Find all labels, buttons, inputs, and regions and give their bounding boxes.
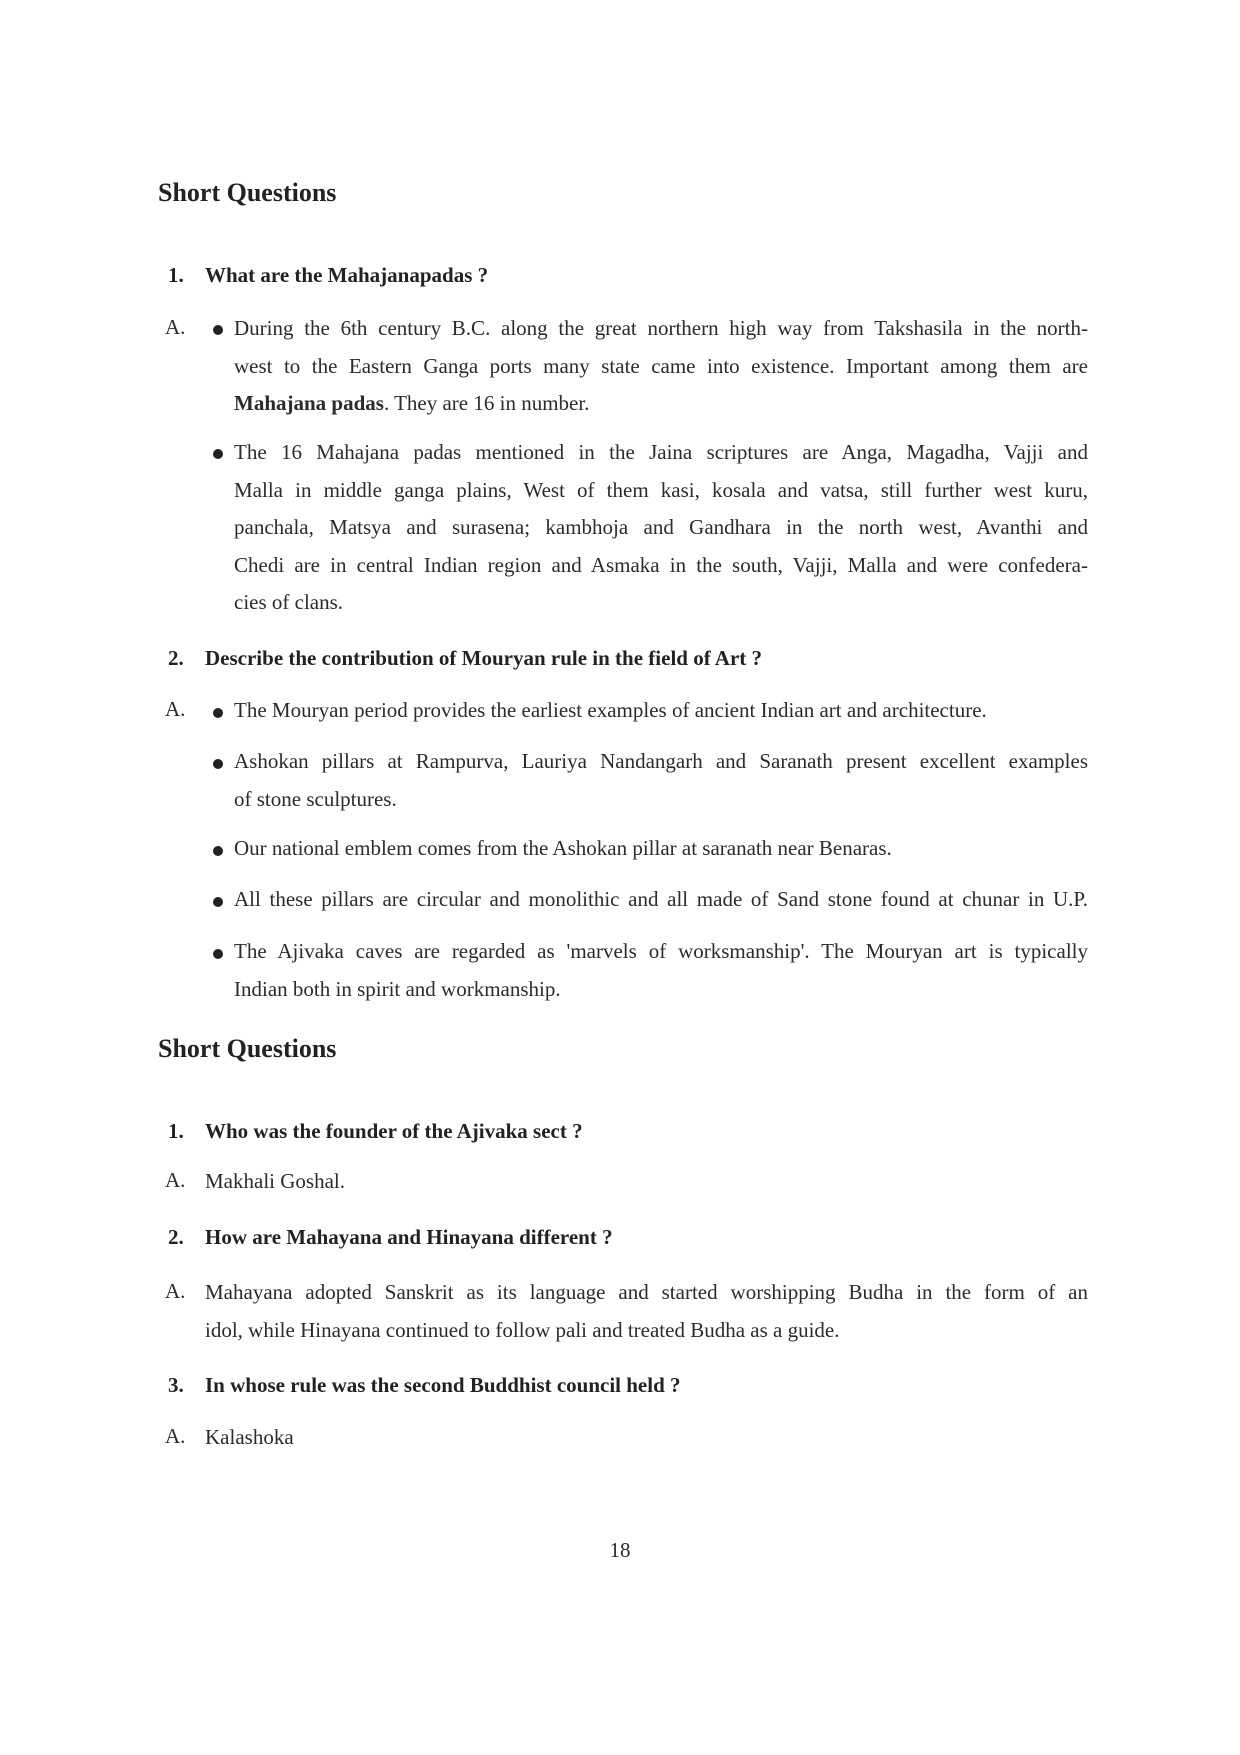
answer-bullet (234, 933, 1088, 1008)
bullet-icon (213, 949, 223, 959)
question-text: What are the Mahajanapadas ? (205, 263, 489, 287)
answer-bullet (234, 830, 1088, 868)
question-text: Who was the founder of the Ajivaka sect ? (205, 1119, 583, 1143)
answer-bullet (234, 881, 1088, 919)
text-line: Mahayana adopted Sanskrit as its language and started worshipping Budha in the form of an (205, 1280, 1088, 1304)
answer-label: A. (165, 1424, 186, 1448)
bold-term: Mahajana padas (234, 391, 384, 415)
answer-label: A. (165, 697, 186, 721)
question-number: 3. (168, 1373, 184, 1397)
text-line: Our national emblem comes from the Ashokan pillar at saranath near Benaras. (234, 836, 892, 860)
answer-text (205, 1163, 1088, 1201)
question-text: In whose rule was the second Buddhist council held ? (205, 1373, 681, 1397)
text-line: During the 6th century B.C. along the great northern high way from Takshasila in the north- (234, 316, 1088, 340)
text-line: Chedi are in central Indian region and Asmaka in the south, Vajji, Malla and were confedera- (234, 552, 1088, 577)
question-text: How are Mahayana and Hinayana different ? (205, 1225, 613, 1249)
question-number: 2. (168, 646, 184, 670)
question-text: Describe the contribution of Mouryan rule in the field of Art ? (205, 646, 763, 670)
text-line: cies of clans. (234, 590, 344, 614)
bullet-icon (213, 708, 223, 718)
bullet-icon (213, 449, 223, 459)
answer-bullet (234, 743, 1088, 818)
text-line: Indian both in spirit and workmanship. (234, 976, 561, 1001)
bullet-icon (213, 759, 223, 769)
section-heading: Short Questions (158, 178, 337, 207)
answer-bullet (234, 310, 1088, 423)
text-line: All these pillars are circular and monolithic and all made of Sand stone found at chunar in U.P. (234, 887, 1088, 911)
page-number: 18 (609, 1538, 631, 1562)
section-heading: Short Questions (158, 1034, 337, 1063)
answer-bullet (234, 434, 1088, 622)
answer-label: A. (165, 1168, 186, 1192)
text-line: Kalashoka (205, 1425, 294, 1449)
bullet-icon (213, 846, 223, 856)
answer-text (205, 1419, 1088, 1457)
text-fragment: . They are 16 in number. (383, 391, 590, 415)
answer-label: A. (165, 1279, 186, 1303)
answer-text (205, 1274, 1088, 1349)
answer-label: A. (165, 315, 186, 339)
question-number: 1. (168, 263, 184, 287)
answer-bullet (234, 692, 1088, 730)
bullet-icon (213, 325, 223, 335)
question-number: 1. (168, 1119, 184, 1143)
text-line: Makhali Goshal. (205, 1169, 345, 1193)
text-line: The 16 Mahajana padas mentioned in the Jaina scriptures are Anga, Magadha, Vajji and (234, 440, 1088, 464)
text-line: west to the Eastern Ganga ports many state came into existence. Important among them are (234, 353, 1088, 378)
text-line: The Mouryan period provides the earliest examples of ancient Indian art and architecture. (234, 698, 987, 722)
text-line: idol, while Hinayana continued to follow pali and treated Budha as a guide. (205, 1317, 840, 1342)
text-line: Ashokan pillars at Rampurva, Lauriya Nandangarh and Saranath present excellent examples (234, 749, 1088, 773)
text-line: panchala, Matsya and surasena; kambhoja and Gandhara in the north west, Avanthi and (234, 515, 1088, 539)
question-number: 2. (168, 1225, 184, 1249)
bullet-icon (213, 897, 223, 907)
text-line: of stone sculptures. (234, 786, 397, 811)
text-line: The Ajivaka caves are regarded as 'marvels of worksmanship'. The Mouryan art is typically (234, 939, 1088, 963)
text-line: Malla in middle ganga plains, West of them kasi, kosala and vatsa, still further west kuru, (234, 477, 1088, 502)
